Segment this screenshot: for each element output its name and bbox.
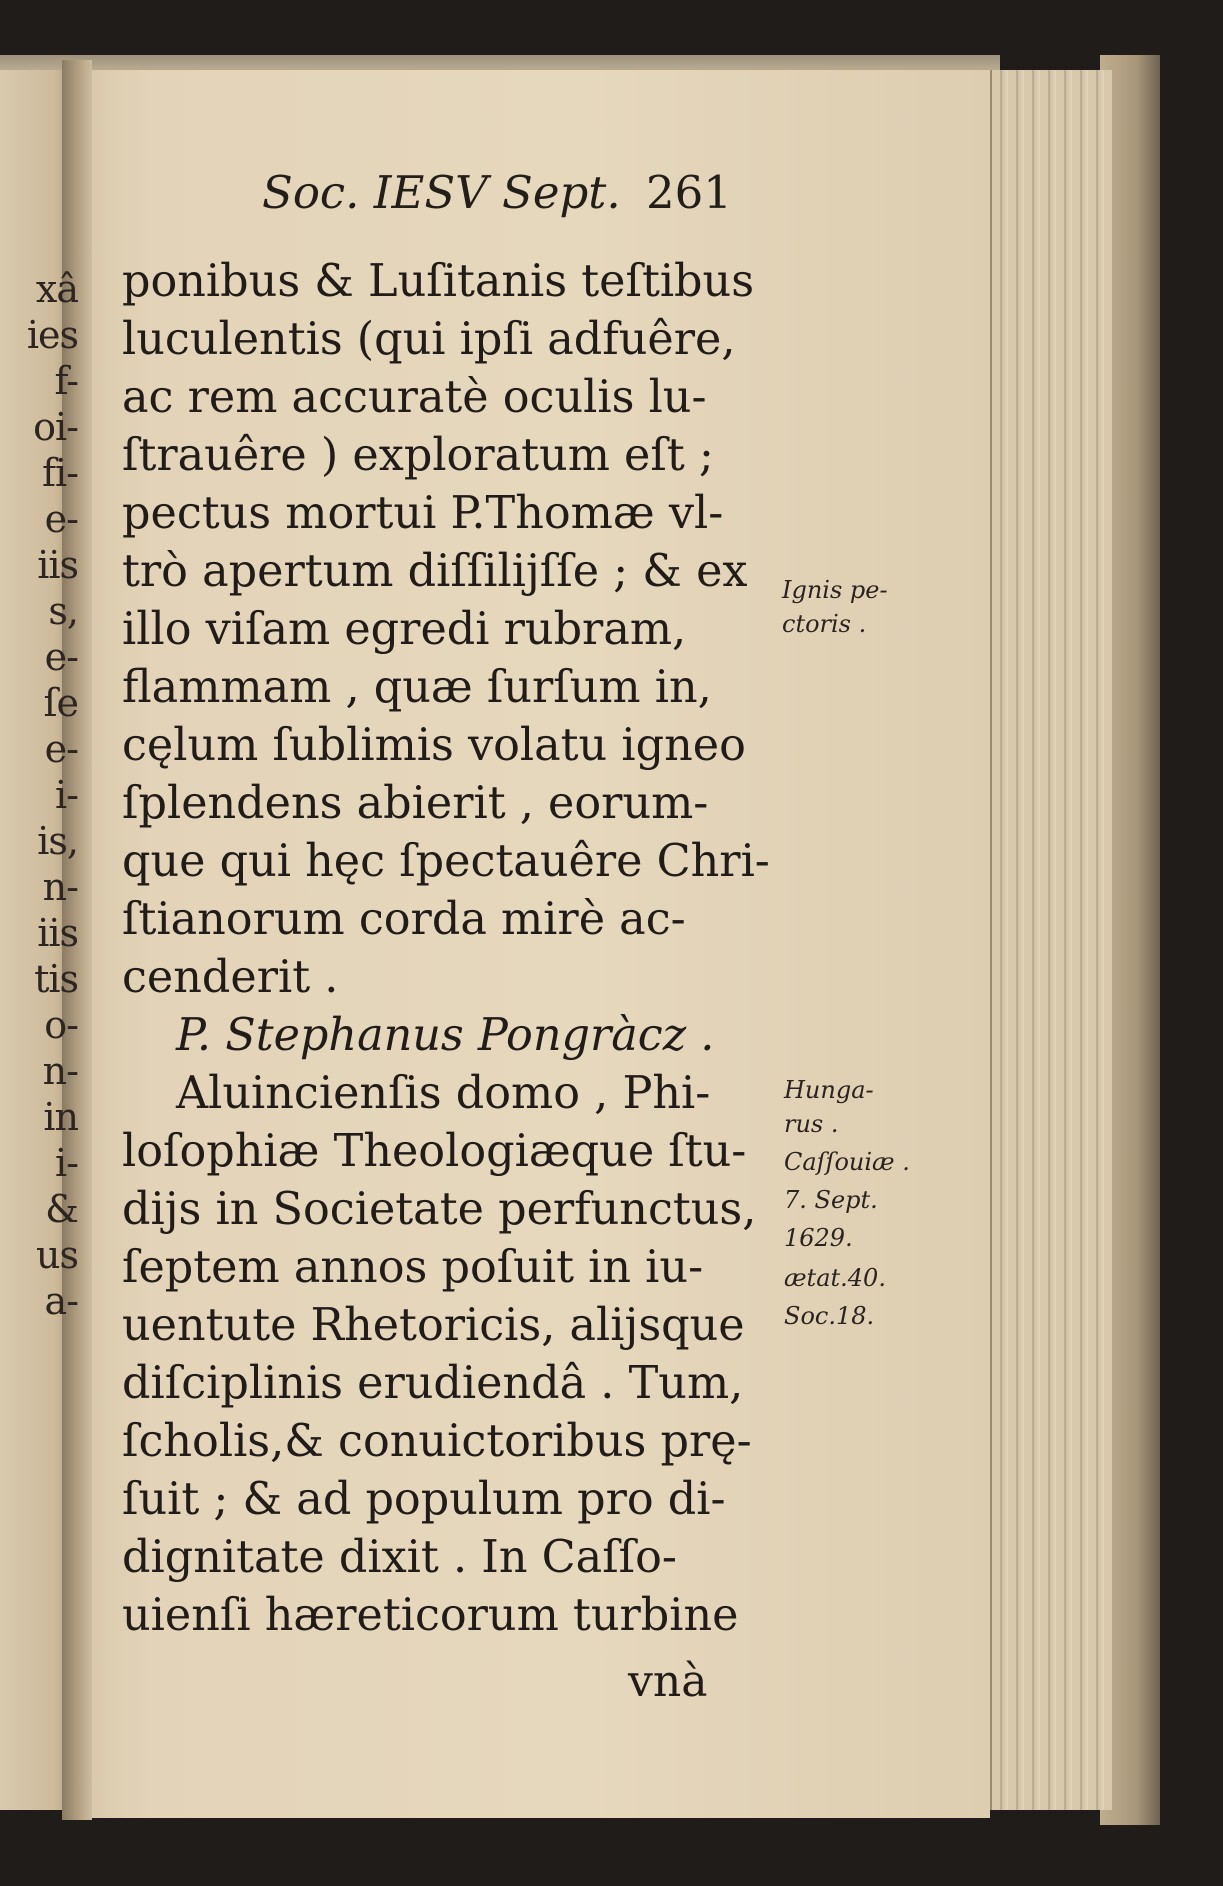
catchword: vnà bbox=[628, 1656, 708, 1707]
text-line: luculentis (qui ipſi adfuêre, bbox=[122, 314, 736, 365]
left-fragment: tis bbox=[34, 957, 78, 1001]
margin-note-line: Soc.18. bbox=[784, 1302, 875, 1330]
text-line: flammam , quæ ſurſum in, bbox=[122, 662, 712, 713]
left-fragment: e- bbox=[44, 635, 78, 679]
page-edges bbox=[990, 70, 1112, 1810]
margin-note-line: ctoris . bbox=[782, 610, 867, 638]
text-line: uienſi hæreticorum turbine bbox=[122, 1590, 739, 1641]
text-line: que qui hęc ſpectauêre Chri- bbox=[122, 836, 770, 887]
left-fragment: n- bbox=[42, 1049, 78, 1093]
text-line: loſophiæ Theologiæque ſtu- bbox=[122, 1126, 747, 1177]
text-line: ſtrauêre ) exploratum eſt ; bbox=[122, 430, 714, 481]
left-fragment: ies bbox=[26, 313, 78, 357]
left-fragment: i- bbox=[55, 1141, 78, 1185]
left-fragment: & bbox=[45, 1187, 78, 1231]
text-line: ſuit ; & ad populum pro di- bbox=[122, 1474, 726, 1525]
left-fragment: i- bbox=[55, 773, 78, 817]
text-line: ſeptem annos poſuit in iu- bbox=[122, 1242, 704, 1293]
left-fragment: s, bbox=[48, 589, 78, 633]
margin-note-line: Ignis pe- bbox=[782, 576, 888, 604]
margin-note-line: Hunga- bbox=[784, 1076, 874, 1104]
text-line: pectus mortui P.Thomæ vl- bbox=[122, 488, 724, 539]
text-line: dijs in Societate perfunctus, bbox=[122, 1184, 757, 1235]
text-line: ac rem accuratè oculis lu- bbox=[122, 372, 707, 423]
section-heading: P. Stephanus Pongràcz . bbox=[176, 1010, 715, 1061]
text-line: ſtianorum corda mirè ac- bbox=[122, 894, 686, 945]
text-line: cęlum ſublimis volatu igneo bbox=[122, 720, 746, 771]
left-fragment: ſe bbox=[43, 681, 78, 725]
left-fragment: iis bbox=[37, 543, 78, 587]
page-number: 261 bbox=[646, 166, 732, 219]
left-fragment: oi- bbox=[33, 405, 78, 449]
left-fragment: o- bbox=[44, 1003, 78, 1047]
text-line: ponibus & Luſitanis teſtibus bbox=[122, 256, 755, 307]
text-line: diſciplinis erudiendâ . Tum, bbox=[122, 1358, 744, 1409]
text-line: Aluincienſis domo , Phi- bbox=[176, 1068, 711, 1119]
text-line: uentute Rhetoricis, alijsque bbox=[122, 1300, 745, 1351]
margin-note-line: Caſſouiæ . bbox=[784, 1148, 910, 1176]
left-fragment: f- bbox=[54, 359, 78, 403]
left-fragment: fi- bbox=[41, 451, 78, 495]
left-fragment: n- bbox=[42, 865, 78, 909]
left-fragment: xâ bbox=[35, 267, 78, 311]
left-fragment: e- bbox=[44, 497, 78, 541]
text-line: trò apertum diſſilijſſe ; & ex bbox=[122, 546, 748, 597]
text-line: dignitate dixit . In Caſſo- bbox=[122, 1532, 677, 1583]
text-line: cenderit . bbox=[122, 952, 339, 1003]
text-line: illo viſam egredi rubram, bbox=[122, 604, 687, 655]
left-fragment: us bbox=[36, 1233, 78, 1277]
left-fragment: a- bbox=[44, 1279, 78, 1323]
margin-note-line: rus . bbox=[784, 1110, 839, 1138]
left-fragment: is, bbox=[37, 819, 78, 863]
left-fragment: e- bbox=[44, 727, 78, 771]
text-line: ſplendens abierit , eorum- bbox=[122, 778, 709, 829]
left-fragment: iis bbox=[37, 911, 78, 955]
margin-note-line: 7. Sept. bbox=[784, 1186, 878, 1214]
margin-note-line: 1629. bbox=[784, 1224, 853, 1252]
left-fragment: in bbox=[43, 1095, 78, 1139]
margin-note-line: ætat.40. bbox=[784, 1264, 886, 1292]
running-title: Soc. IESV Sept. bbox=[262, 166, 621, 219]
text-line: ſcholis,& conuictoribus prę- bbox=[122, 1416, 752, 1467]
